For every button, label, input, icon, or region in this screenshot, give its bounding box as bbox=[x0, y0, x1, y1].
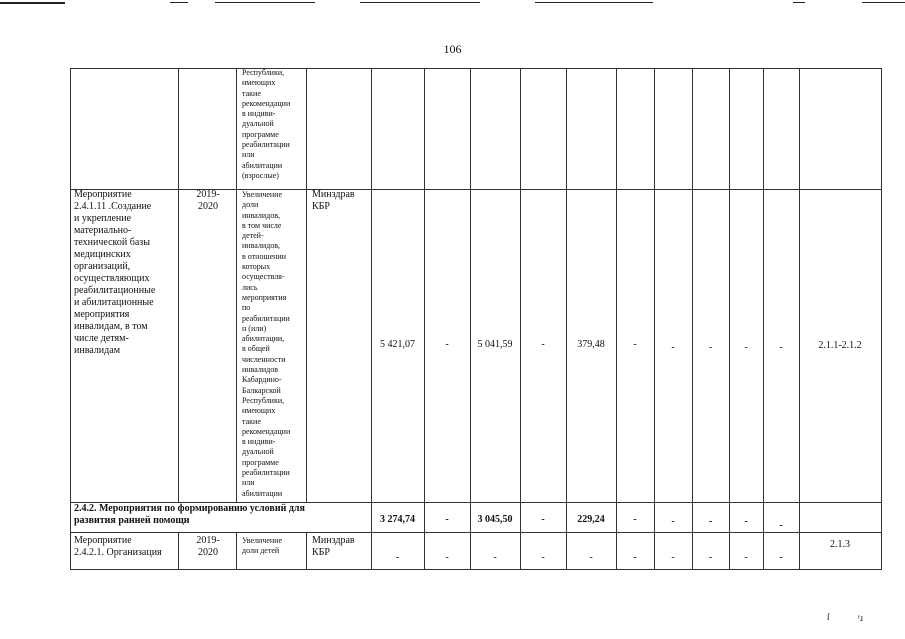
text-line: 2019- bbox=[196, 535, 220, 546]
text-line: реабилитации bbox=[242, 313, 290, 323]
column-divider bbox=[236, 68, 237, 502]
event-cell bbox=[74, 189, 155, 357]
text-line: 2019- bbox=[196, 189, 220, 200]
text-line: такие bbox=[242, 88, 261, 98]
text-line: дуальной bbox=[242, 447, 274, 457]
text-line: численности bbox=[242, 354, 286, 364]
scan-line bbox=[793, 2, 805, 3]
column-divider bbox=[763, 68, 764, 570]
column-divider bbox=[178, 532, 179, 570]
indicator-cell bbox=[242, 68, 290, 181]
value-cell: - bbox=[671, 516, 675, 527]
value-cell: 3 274,74 bbox=[380, 514, 415, 525]
table-border bbox=[70, 569, 882, 570]
value-cell: - bbox=[493, 552, 497, 563]
text-line: технической базы bbox=[74, 237, 150, 248]
text-line: абилитации bbox=[242, 488, 283, 498]
text-line: абилитации bbox=[242, 160, 283, 170]
text-line: Увеличение bbox=[242, 536, 283, 545]
text-line: осуществля- bbox=[242, 272, 285, 282]
column-divider bbox=[729, 68, 730, 570]
text-line: и укрепление bbox=[74, 213, 132, 224]
text-line: (взрослые) bbox=[242, 170, 279, 180]
text-line: программе bbox=[242, 457, 279, 467]
scan-line bbox=[862, 2, 905, 3]
text-line: мероприятия bbox=[74, 309, 130, 320]
text-line: КБР bbox=[312, 201, 330, 212]
budget-table bbox=[70, 68, 882, 570]
text-line: Мероприятие bbox=[74, 189, 132, 200]
column-divider bbox=[236, 532, 237, 570]
text-line: или bbox=[242, 478, 255, 488]
column-divider bbox=[520, 68, 521, 570]
text-line: н (или) bbox=[242, 323, 267, 333]
text-line: реабилитации bbox=[242, 468, 290, 478]
scan-mark: ᶠɹ bbox=[858, 613, 863, 623]
text-line: или bbox=[242, 150, 255, 160]
scan-line bbox=[215, 2, 315, 3]
text-line: осуществляющих bbox=[74, 273, 150, 284]
text-line: Республики, bbox=[242, 395, 285, 405]
column-divider bbox=[566, 68, 567, 570]
text-line: инвалидам, в том bbox=[74, 321, 148, 332]
text-line: Минздрав bbox=[312, 189, 355, 200]
text-line: в том числе bbox=[242, 220, 282, 230]
text-line: в отношении bbox=[242, 251, 287, 261]
page-number: 106 bbox=[443, 42, 462, 56]
text-line: Балкарской bbox=[242, 385, 281, 395]
value-cell: - bbox=[671, 552, 675, 563]
text-line: имеющих bbox=[242, 406, 276, 416]
text-line: инвалидов bbox=[242, 365, 278, 375]
value-cell: 379,48 bbox=[577, 339, 605, 350]
text-line: в индиви- bbox=[242, 437, 276, 447]
column-divider bbox=[799, 68, 800, 570]
value-cell: 3 045,50 bbox=[477, 514, 513, 525]
column-divider bbox=[470, 68, 471, 570]
text-line: такие bbox=[242, 416, 261, 426]
scan-mark: ſ bbox=[827, 612, 830, 622]
value-cell: - bbox=[395, 552, 400, 563]
text-line: 2.4.2. Мероприятия по формированию условий для bbox=[74, 503, 305, 514]
text-line: дуальной bbox=[242, 119, 274, 129]
link-cell: 2.1.3 bbox=[830, 539, 850, 550]
text-line: доли bbox=[242, 200, 259, 210]
section-title bbox=[74, 503, 305, 527]
value-cell: 5 421,07 bbox=[380, 339, 415, 350]
column-divider bbox=[178, 68, 179, 502]
text-line: материально- bbox=[74, 225, 132, 236]
value-cell: - bbox=[445, 552, 449, 563]
scan-line bbox=[0, 2, 65, 4]
scan-line bbox=[535, 2, 653, 3]
value-cell: - bbox=[633, 514, 637, 525]
value-cell: - bbox=[708, 516, 713, 527]
text-line: реабилитации bbox=[242, 140, 290, 150]
table-border bbox=[881, 68, 882, 570]
value-cell: - bbox=[779, 552, 783, 563]
text-line: и абилитационные bbox=[74, 297, 154, 308]
executor-cell bbox=[312, 189, 355, 213]
text-line: Минздрав bbox=[312, 535, 355, 546]
text-line: которых bbox=[242, 262, 271, 272]
text-line: в индиви- bbox=[242, 109, 276, 119]
event-cell bbox=[74, 535, 162, 559]
value-cell: - bbox=[541, 339, 545, 350]
value-cell: - bbox=[744, 552, 748, 563]
value-cell: - bbox=[541, 552, 545, 563]
text-line: развития ранней помощи bbox=[74, 515, 190, 526]
row-divider bbox=[70, 532, 882, 533]
text-line: организаций, bbox=[74, 261, 131, 272]
text-line: инвалидов, bbox=[242, 210, 280, 220]
indicator-cell bbox=[242, 536, 282, 557]
scan-line bbox=[360, 2, 480, 3]
scan-line bbox=[170, 2, 188, 3]
text-line: мероприятия bbox=[242, 292, 287, 302]
value-cell: - bbox=[589, 552, 593, 563]
column-divider bbox=[306, 68, 307, 502]
text-line: КБР bbox=[312, 547, 330, 558]
value-cell: - bbox=[744, 516, 748, 527]
text-line: доли детей bbox=[242, 546, 280, 556]
value-cell: - bbox=[708, 342, 713, 353]
value-cell: 229,24 bbox=[577, 514, 605, 525]
text-line: 2.4.1.11 .Создание bbox=[74, 201, 152, 212]
text-line: инвалидам bbox=[74, 345, 121, 356]
column-divider bbox=[424, 68, 425, 570]
text-line: медицинских bbox=[74, 249, 131, 260]
text-line: числе детям- bbox=[74, 333, 129, 344]
column-divider bbox=[692, 68, 693, 570]
value-cell: - bbox=[671, 342, 675, 353]
link-cell: 2.1.1-2.1.2 bbox=[818, 340, 862, 351]
text-line: детей- bbox=[242, 231, 264, 241]
text-line: имеющих bbox=[242, 78, 276, 88]
value-cell: - bbox=[633, 552, 637, 563]
text-line: 2.4.2.1. Организация bbox=[74, 547, 162, 558]
value-cell: - bbox=[541, 514, 545, 525]
column-divider bbox=[306, 532, 307, 570]
text-line: лись bbox=[242, 282, 258, 292]
text-line: 2020 bbox=[198, 201, 218, 212]
text-line: Мероприятие bbox=[74, 535, 132, 546]
value-cell: - bbox=[633, 339, 637, 350]
table-border bbox=[70, 68, 71, 570]
value-cell: - bbox=[445, 514, 449, 525]
text-line: инвалидов, bbox=[242, 241, 280, 251]
value-cell: 5 041,59 bbox=[477, 339, 513, 350]
text-line: рекомендации bbox=[242, 426, 291, 436]
value-cell: - bbox=[744, 342, 748, 353]
years-cell bbox=[188, 189, 228, 213]
text-line: Увеличение bbox=[242, 190, 283, 199]
text-line: 2020 bbox=[198, 547, 218, 558]
text-line: Кабардино- bbox=[242, 375, 282, 385]
table-border bbox=[70, 68, 882, 69]
value-cell: - bbox=[445, 339, 449, 350]
column-divider bbox=[371, 68, 372, 570]
text-line: по bbox=[242, 303, 251, 313]
text-line: рекомендации bbox=[242, 98, 291, 108]
column-divider bbox=[654, 68, 655, 570]
value-cell: - bbox=[708, 552, 713, 563]
column-divider bbox=[616, 68, 617, 570]
years-cell bbox=[188, 535, 228, 559]
text-line: Республики, bbox=[242, 68, 285, 77]
text-line: программе bbox=[242, 129, 279, 139]
text-line: реабилитационные bbox=[74, 285, 156, 296]
value-cell: - bbox=[779, 520, 783, 531]
text-line: в общей bbox=[242, 344, 270, 354]
text-line: абилитации, bbox=[242, 334, 285, 344]
value-cell: - bbox=[779, 342, 783, 353]
indicator-cell bbox=[242, 190, 290, 499]
executor-cell bbox=[312, 535, 355, 559]
